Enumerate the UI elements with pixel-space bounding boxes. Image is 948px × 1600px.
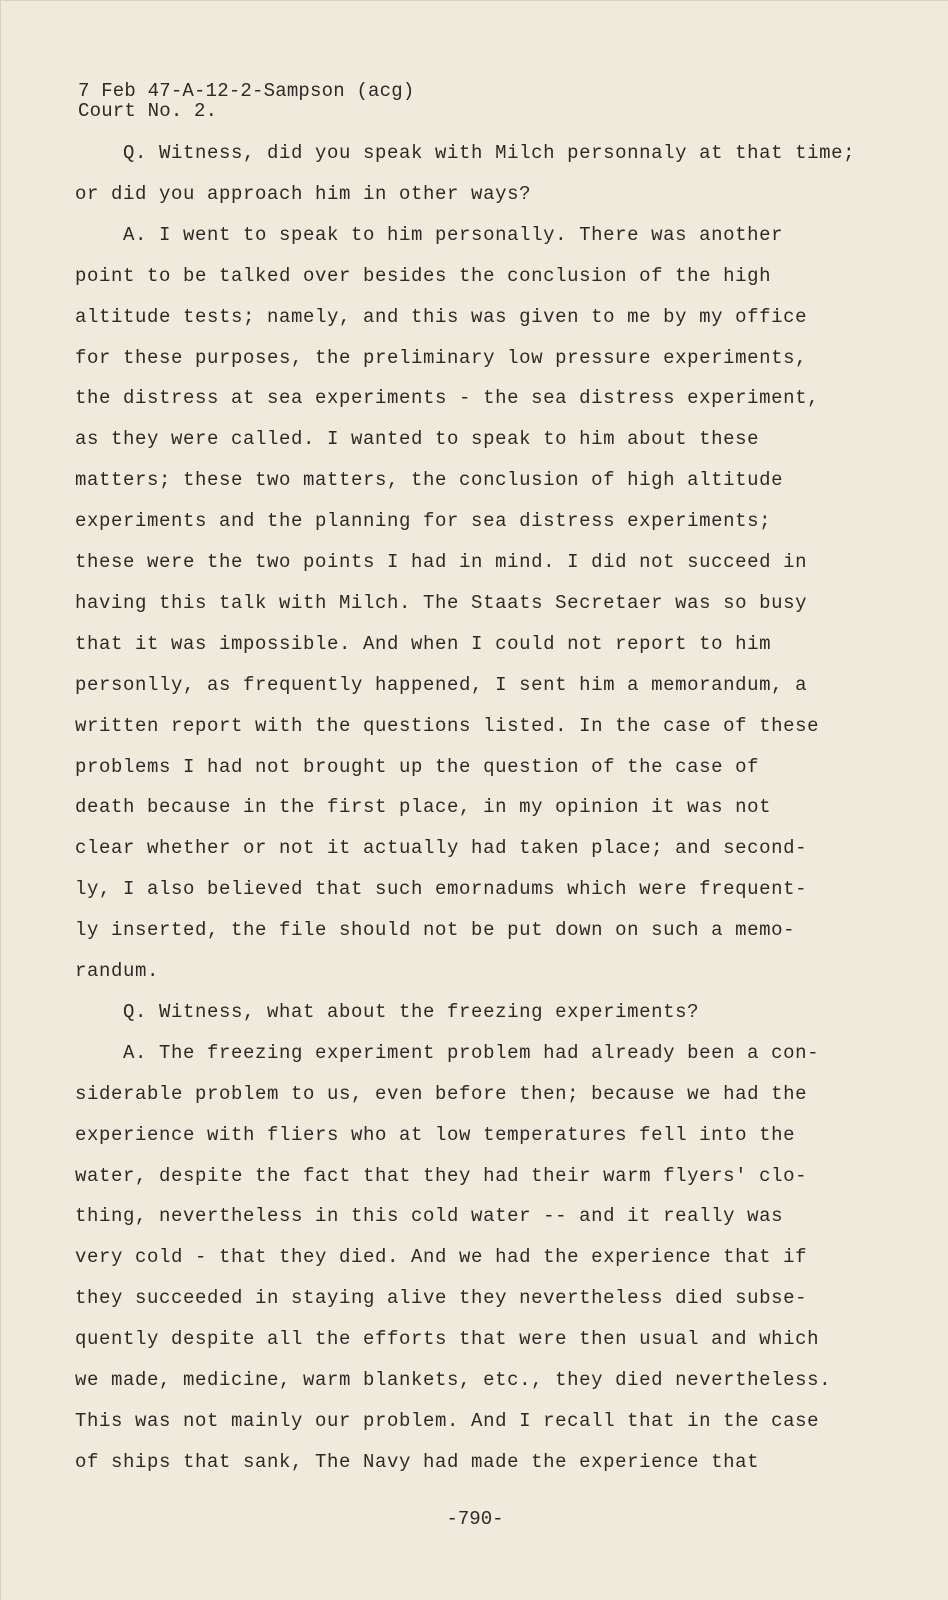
transcript-line: siderable problem to us, even before then; because we had the <box>75 1082 808 1105</box>
transcript-line: thing, nevertheless in this cold water -- and it really was <box>75 1205 784 1228</box>
transcript-line: water, despite the fact that they had their warm flyers' clo- <box>75 1164 808 1187</box>
transcript-line: the distress at sea experiments - the sea distress experiment, <box>75 387 820 410</box>
page-number: -790- <box>446 1508 504 1530</box>
transcript-line: A. I went to speak to him personally. There was another <box>75 223 784 246</box>
document-header <box>78 81 414 121</box>
transcript-line: having this talk with Milch. The Staats Secretaer was so busy <box>75 591 808 614</box>
transcript-line: personlly, as frequently happened, I sent him a memorandum, a <box>75 673 808 696</box>
transcript-line: matters; these two matters, the conclusion of high altitude <box>75 469 784 492</box>
transcript-line: This was not mainly our problem. And I recall that in the case <box>75 1409 820 1432</box>
transcript-line: that it was impossible. And when I could not report to him <box>75 632 772 655</box>
transcript-line: written report with the questions listed. In the case of these <box>75 714 820 737</box>
transcript-line: or did you approach him in other ways? <box>75 182 532 205</box>
transcript-line: clear whether or not it actually had taken place; and second- <box>75 837 808 860</box>
header-court-number: Court No. 2. <box>78 100 218 122</box>
transcript-line: Q. Witness, what about the freezing experiments? <box>75 1000 700 1023</box>
transcript-line: ly, I also believed that such emornadums which were frequent- <box>75 878 808 901</box>
transcript-line: for these purposes, the preliminary low pressure experiments, <box>75 346 808 369</box>
transcript-line: altitude tests; namely, and this was given to me by my office <box>75 305 808 328</box>
transcript-line: we made, medicine, warm blankets, etc., they died nevertheless. <box>75 1369 832 1391</box>
transcript-line: ly inserted, the file should not be put down on such a memo- <box>75 919 796 942</box>
transcript-line: very cold - that they died. And we had the experience that if <box>75 1246 808 1269</box>
transcript-line: these were the two points I had in mind. I did not succeed in <box>75 551 808 573</box>
transcript-line: experience with fliers who at low temperatures fell into the <box>75 1123 796 1146</box>
transcript-line: of ships that sank, The Navy had made the experience that <box>75 1450 760 1473</box>
transcript-line: experiments and the planning for sea distress experiments; <box>75 510 772 533</box>
transcript-line: A. The freezing experiment problem had already been a con- <box>75 1041 820 1064</box>
transcript-line: quently despite all the efforts that were then usual and which <box>75 1328 820 1351</box>
transcript-line: problems I had not brought up the question of the case of <box>75 755 760 778</box>
header-date-reference: 7 Feb 47-A-12-2-Sampson (acg) <box>78 80 415 102</box>
transcript-line: as they were called. I wanted to speak to him about these <box>75 428 760 451</box>
transcript-line: randum. <box>75 960 160 982</box>
transcript-line: death because in the first place, in my opinion it was not <box>75 796 772 819</box>
transcript-line: they succeeded in staying alive they nevertheless died subse- <box>75 1287 808 1310</box>
transcript-line: point to be talked over besides the conclusion of the high <box>75 264 772 287</box>
transcript-line: Q. Witness, did you speak with Milch personnaly at that time; <box>75 142 856 164</box>
